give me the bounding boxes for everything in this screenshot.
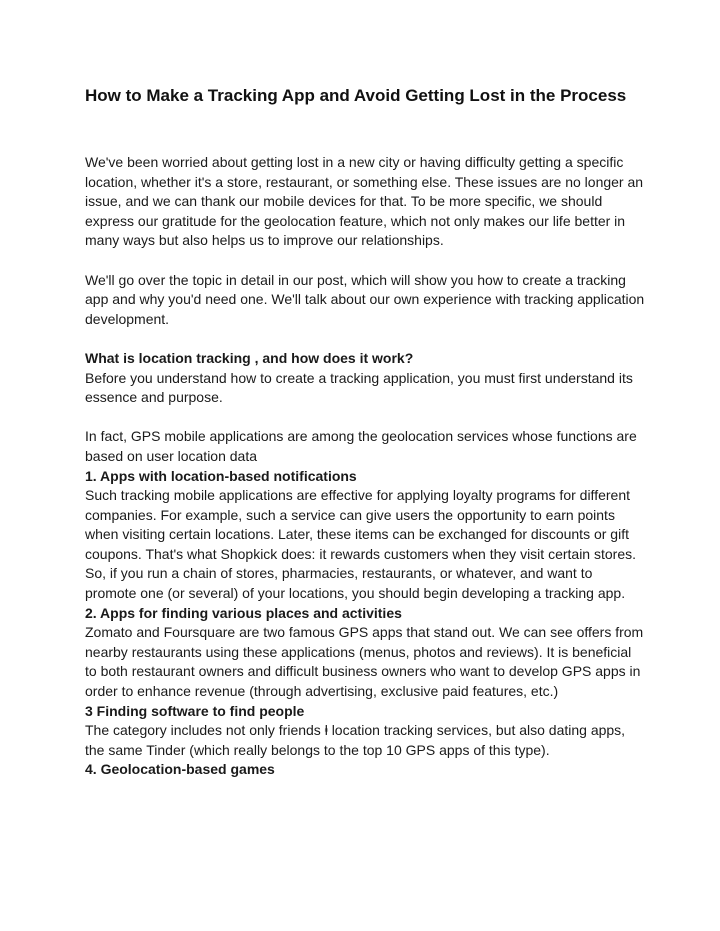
gps-intro-paragraph: In fact, GPS mobile applications are among the geolocation services whose functions are based on user location data: [85, 428, 637, 464]
finding-places-paragraph: Zomato and Foursquare are two famous GPS apps that stand out. We can see offers from nearby restaurants using these applications (menus, photos and reviews). It is beneficial to both restaurant owners and difficult business owners who want to develop GPS apps in order to enhance revenue (through advertising, exclusive paid features, etc.): [85, 624, 644, 700]
section-heading: What is location tracking , and how does it work?: [85, 349, 414, 366]
subheading-geolocation-games: 4. Geolocation-based games: [85, 761, 275, 778]
paragraph-spacer: [85, 408, 645, 428]
notifications-paragraph-2: So, if you run a chain of stores, pharmacies, restaurants, or whatever, and want to promote one (or several) of your locations, you should begin developing a tracking app.: [85, 565, 626, 602]
subheading-notifications: 1. Apps with location-based notifications: [85, 467, 357, 484]
section-body: Before you understand how to create a tracking application, you must first understand its essence and purpose.: [85, 369, 633, 406]
paragraph-spacer: [85, 251, 645, 271]
intro-paragraph-2: We'll go over the topic in detail in our post, which will show you how to create a tracking app and why you'd need one. We'll talk about our own experience with tracking application development.: [85, 271, 645, 327]
document-body: [85, 153, 645, 780]
finding-people-paragraph: The category includes not only friends ⱡ location tracking services, but also dating apps, the same Tinder (which really belongs to the top 10 GPS apps of this type).: [85, 722, 626, 758]
document-title: How to Make a Tracking App and Avoid Getting Lost in the Process: [85, 86, 627, 105]
document-page: [85, 84, 645, 780]
paragraph-spacer: [85, 329, 645, 349]
notifications-paragraph-1: Such tracking mobile applications are effective for applying loyalty programs for different companies. For example, such a service can give users the opportunity to earn points when visiting certain locations. Later, these items can be exchanged for discounts or gift coupons. That's what Shopkick does: it rewards customers when they visit certain stores.: [85, 487, 636, 562]
intro-paragraph-1: We've been worried about getting lost in a new city or having difficulty getting a specific location, whether it's a store, restaurant, or something else. These issues are no longer an issue, and we can thank our mobile devices for that. To be more specific, we should express our gratitude for the geolocation feature, which not only makes our life better in many ways but also helps us to improve our relationships.: [85, 154, 644, 249]
subheading-finding-people: 3 Finding software to find people: [85, 702, 305, 719]
subheading-finding-places: 2. Apps for finding various places and activities: [85, 604, 402, 621]
